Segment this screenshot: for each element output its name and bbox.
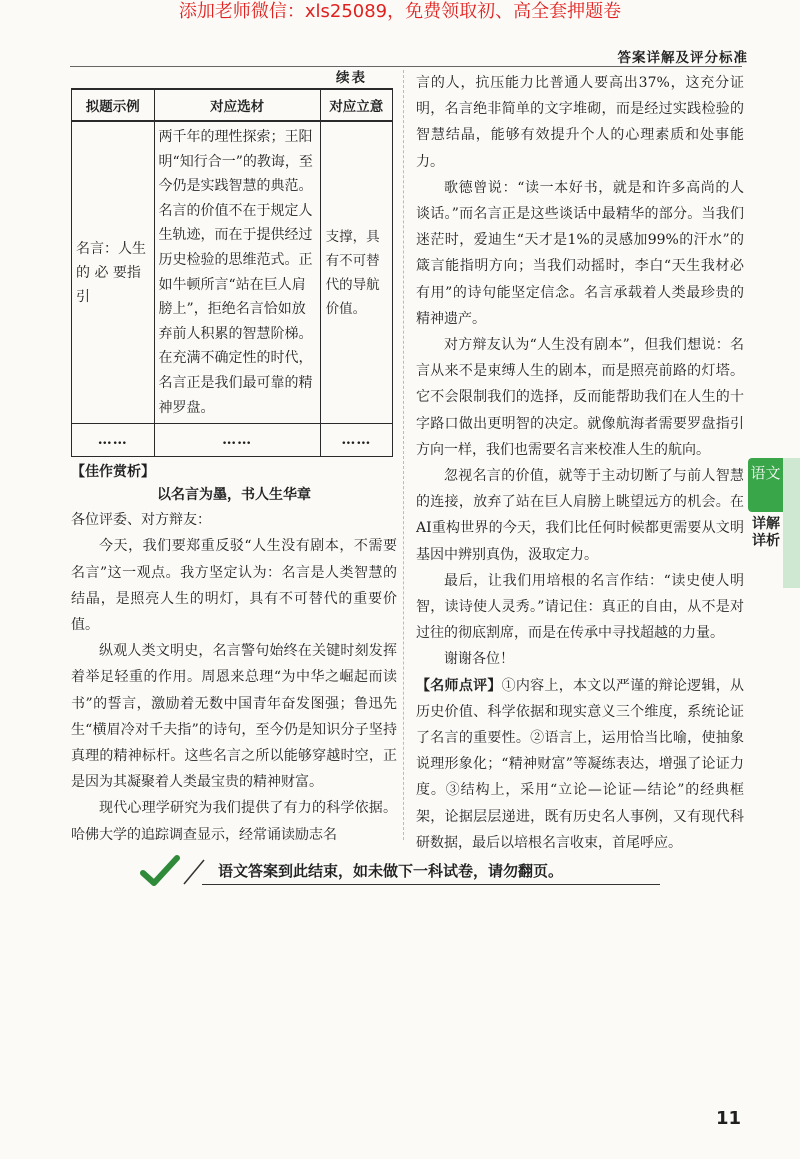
essay-paragraph: 忽视名言的价值，就等于主动切断了与前人智慧的连接，放弃了站在巨人肩膀上眺望远方的机会。在AI重构世界的今天，我们比任何时候都更需要从文明基因中辨别真伪，汲取定力。 [416, 468, 744, 563]
essay-paragraph: 最后，让我们用培根的名言作结：“读史使人明智，读诗使人灵秀。”请记住：真正的自由，从不是对过往的彻底割席，而是在传承中寻找超越的力量。 [416, 572, 744, 642]
left-column [71, 68, 397, 848]
side-strip [783, 458, 800, 588]
section-title: 【佳作赏析】 [71, 464, 155, 481]
slash-decoration-icon [180, 858, 206, 886]
checkmark-icon [140, 854, 180, 890]
comment-text: ①内容上，本文以严谨的辩论逻辑，从历史价值、科学依据和现实意义三个维度，系统论证了名言的重要性。②语言上，运用恰当比喻，使抽象说理形象化；“精神财富”等凝练表达，增强了论证力度。③结构上，采用“立论—论证—结论”的经典框架，论据层层递进，既有历史名人事例，又有现代科研数据，最后以培根名言收束，首尾呼应。 [416, 677, 745, 851]
essay-closing: 谢谢各位！ [444, 651, 514, 668]
essay-paragraph: 纵观人类文明史，名言警句始终在关键时刻发挥着举足轻重的作用。周恩来总理“为中华之崛起而读书”的誓言，激励着无数中国青年奋发图强；鲁迅先生“横眉冷对千夫指”的诗句，至今仍是知识分子坚持真理的精神标杆。这些名言之所以能够穿越时空，正是因为其凝聚着人类最宝贵的精神财富。 [71, 643, 397, 791]
essay-paragraph: 今天，我们要郑重反驳“人生没有剧本，不需要名言”这一观点。我方坚定认为：名言是人类智慧的结晶，是照亮人生的明灯，具有不可替代的重要价值。 [71, 538, 397, 633]
cell-intent: 支撑，具有不可替代的导航价值。 [320, 121, 392, 424]
teacher-comment [416, 673, 744, 856]
page-number: 11 [716, 1108, 742, 1129]
header-rule [70, 66, 742, 67]
table-header-material: 对应选材 [154, 89, 320, 121]
continued-label: 续表 [336, 70, 367, 86]
essay-paragraph: 歌德曾说：“读一本好书，就是和许多高尚的人谈话。”而名言正是这些谈话中最精华的部分。当我们迷茫时，爱迪生“天才是1%的灵感加99%的汗水”的箴言能指明方向；当我们动摇时，李白“天生我材必有用”的诗句能坚定信念。名言承载着人类最珍贵的精神遗产。 [416, 179, 744, 327]
essay-paragraph: 对方辩友认为“人生没有剧本”，但我们想说：名言从来不是束缚人生的剧本，而是照亮前路的灯塔。它不会限制我们的选择，反而能帮助我们在人生的十字路口做出更明智的决定。就像航海者需要罗盘指引方向一样，我们也需要名言来校准人生的航向。 [416, 337, 744, 458]
essay-paragraph: 言的人，抗压能力比普通人要高出37%，这充分证明，名言绝非简单的文字堆砌，而是经过实践检验的智慧结晶，能够有效提升个人的心理素质和处事能力。 [416, 75, 744, 170]
column-divider [403, 70, 404, 840]
cell-example: 名言：人生的 必 要指引 [72, 121, 155, 424]
essay-salutation: 各位评委、对方辩友： [71, 512, 211, 529]
side-label: 详解详析 [752, 516, 780, 549]
ellipsis-cell: …… [320, 424, 392, 457]
table-row-ellipsis [72, 424, 393, 457]
page-header-title: 答案详解及评分标准 [617, 50, 748, 66]
right-column [416, 70, 744, 856]
table-header-intent: 对应立意 [320, 89, 392, 121]
essay-paragraph: 现代心理学研究为我们提供了有力的科学依据。哈佛大学的追踪调查显示，经常诵读励志名 [71, 800, 397, 843]
table-header-row [72, 89, 393, 121]
table-header-example: 拟题示例 [72, 89, 155, 121]
subject-tab: 语文 [748, 458, 783, 512]
ellipsis-cell: …… [154, 424, 320, 457]
material-table [71, 88, 393, 457]
end-underline [202, 884, 660, 885]
end-banner [140, 858, 660, 886]
cell-material: 两千年的理性探索；王阳明“知行合一”的教诲，至今仍是实践智慧的典范。名言的价值不在于规定人生轨迹，而在于提供经过历史检验的思维范式。正如牛顿所言“站在巨人肩膀上”，拒绝名言恰如放弃前人积累的智慧阶梯。在充满不确定性的时代，名言正是我们最可靠的精神罗盘。 [154, 121, 320, 424]
essay-title: 以名言为墨，书人生华章 [157, 487, 311, 504]
comment-label: 【名师点评】 [416, 677, 502, 694]
table-row [72, 121, 393, 424]
watermark-text: 添加老师微信：xls25089，免费领取初、高全套押题卷 [178, 1, 622, 22]
ellipsis-cell: …… [72, 424, 155, 457]
end-note: 语文答案到此结束，如未做下一科试卷，请勿翻页。 [218, 862, 564, 880]
